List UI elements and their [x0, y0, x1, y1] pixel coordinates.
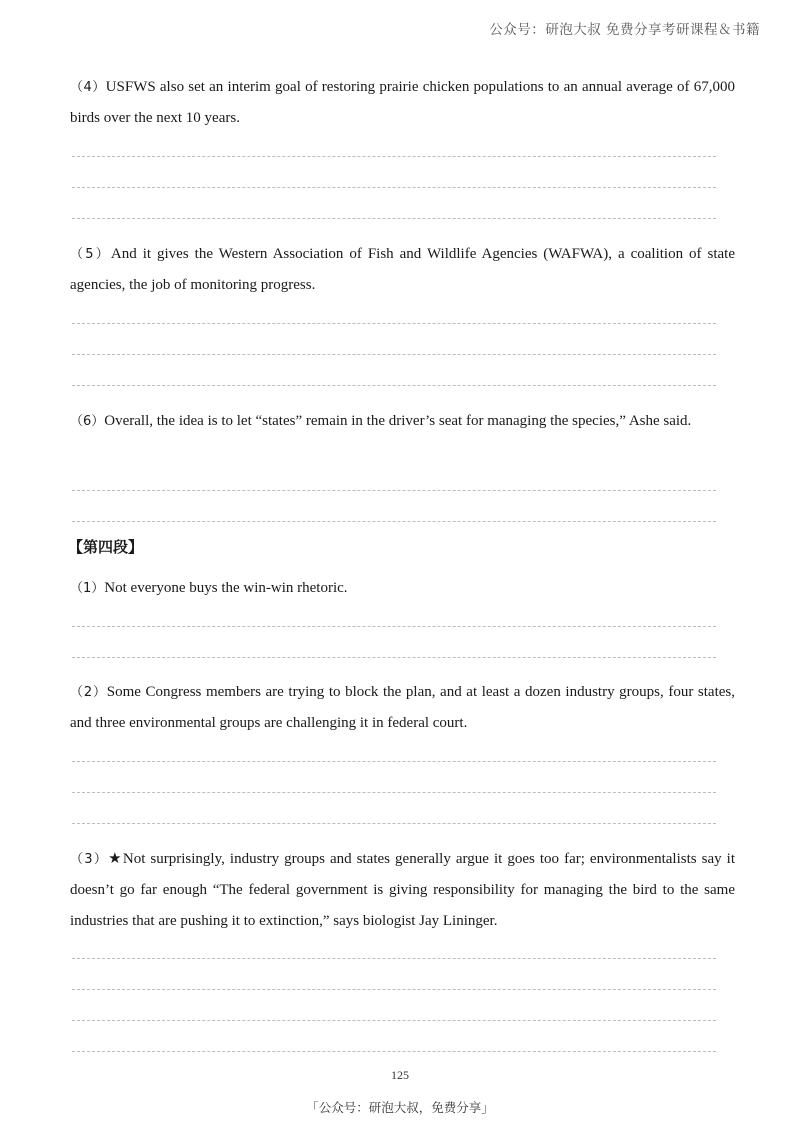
paragraph-text: ★Not surprisingly, industry groups and states generally argue it goes too far; environmentalists say it doesn’t go far enough “The federal government is giving responsibility for managing the bird to the same industries that are pushing it to extinction,” says biologist Jay Lininger. [70, 851, 735, 929]
answer-line[interactable] [72, 823, 716, 824]
answer-line[interactable] [72, 156, 716, 157]
page-number: 125 [391, 1068, 409, 1082]
paragraph-text: USFWS also set an interim goal of restoring prairie chicken populations to an annual average of 67,000 birds over the next 10 years. [70, 79, 736, 126]
paragraph-number: （6） [70, 414, 105, 429]
paragraph-6 [70, 406, 735, 437]
answer-line[interactable] [72, 761, 716, 762]
paragraph-text: Not everyone buys the win-win rhetoric. [104, 580, 348, 596]
section-paragraph-3 [70, 844, 735, 937]
answer-line[interactable] [72, 1051, 716, 1052]
answer-line[interactable] [72, 490, 716, 491]
paragraph-5 [70, 239, 735, 301]
header-watermark: 公众号：研泡大叔 免费分享考研课程＆书籍 [489, 22, 760, 38]
answer-line[interactable] [72, 657, 716, 658]
answer-line[interactable] [72, 187, 716, 188]
answer-line[interactable] [72, 958, 716, 959]
answer-line[interactable] [72, 792, 716, 793]
footer-watermark: 「公众号：研泡大叔，免费分享」 [306, 1100, 494, 1115]
answer-line[interactable] [72, 521, 716, 522]
paragraph-number: （2） [70, 685, 107, 700]
section-paragraph-2 [70, 677, 735, 739]
paragraph-number: （4） [70, 80, 106, 95]
paragraph-number: （3） [70, 852, 109, 867]
answer-line[interactable] [72, 218, 716, 219]
paragraph-number: （1） [70, 581, 105, 596]
answer-line[interactable] [72, 323, 716, 324]
section-paragraph-1 [70, 573, 735, 604]
paragraph-text: And it gives the Western Association of Fish and Wildlife Agencies (WAFWA), a coalition of state agencies, the job of monitoring progress. [70, 246, 735, 293]
answer-line[interactable] [72, 1020, 716, 1021]
answer-line[interactable] [72, 385, 716, 386]
answer-line[interactable] [72, 989, 716, 990]
answer-line[interactable] [72, 354, 716, 355]
paragraph-number: （5） [70, 247, 111, 262]
paragraph-4 [70, 72, 735, 134]
paragraph-text: Some Congress members are trying to block the plan, and at least a dozen industry groups, four states, and three environmental groups are challenging it in federal court. [70, 684, 735, 731]
section-heading: 【第四段】 [68, 538, 144, 556]
paragraph-text: Overall, the idea is to let “states” remain in the driver’s seat for managing the species,” Ashe said. [104, 413, 692, 429]
answer-line[interactable] [72, 626, 716, 627]
